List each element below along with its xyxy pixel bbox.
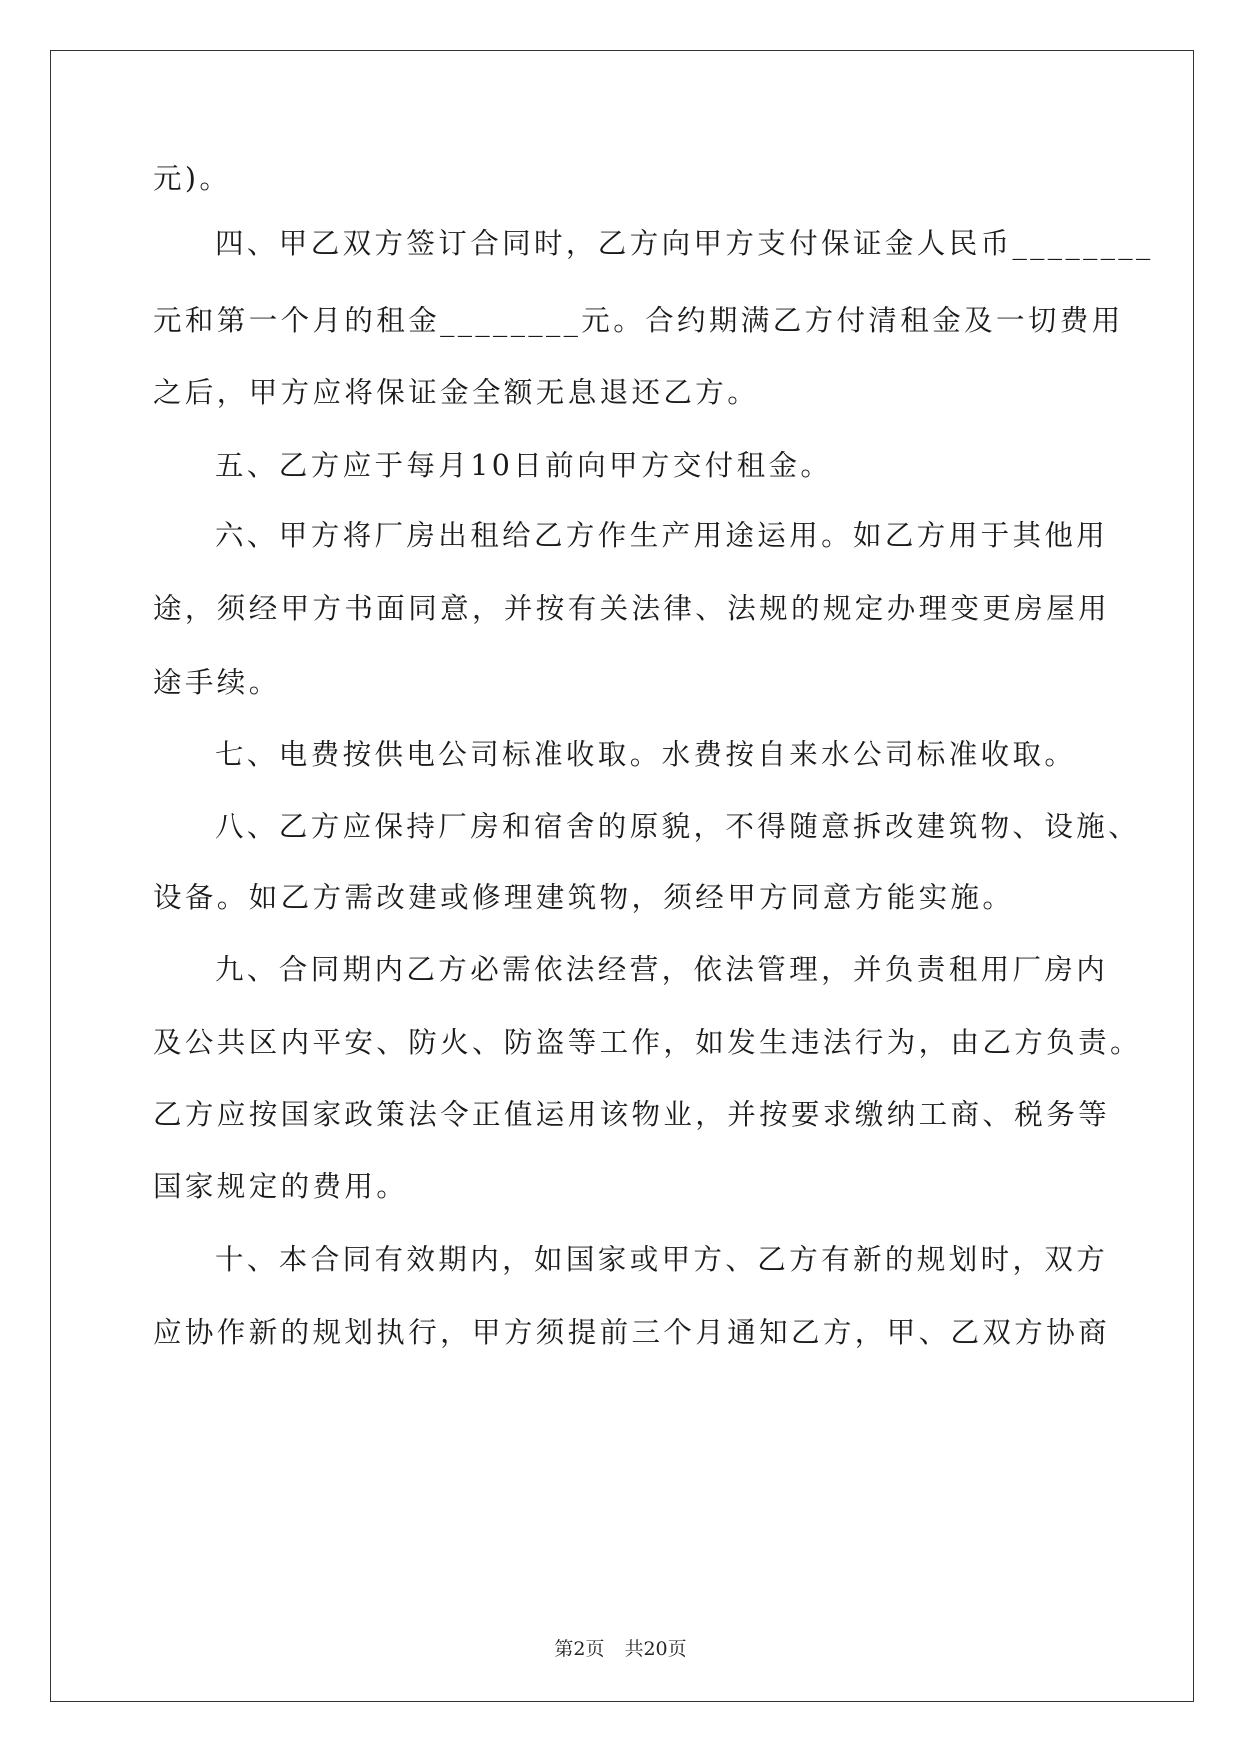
page-total: 共20页 — [624, 1638, 687, 1660]
text-line: 设备。如乙方需改建或修理建筑物，须经甲方同意方能实施。 — [153, 881, 1015, 914]
text-line: 途，须经甲方书面同意，并按有关法律、法规的规定办理变更房屋用 — [153, 592, 1111, 625]
text-line: 元和第一个月的租金________元。合约期满乙方付清租金及一切费用 — [153, 304, 1124, 337]
page-footer — [0, 1634, 1241, 1661]
text-line: 之后，甲方应将保证金全额无息退还乙方。 — [153, 376, 760, 409]
text-line: 国家规定的费用。 — [153, 1170, 409, 1203]
page-number: 第2页 — [554, 1638, 605, 1660]
text-line: 七、电费按供电公司标准收取。水费按自来水公司标准收取。 — [215, 738, 1077, 771]
text-line: 元)。 — [153, 162, 232, 195]
text-line: 八、乙方应保持厂房和宿舍的原貌，不得随意拆改建筑物、设施、 — [215, 810, 1141, 843]
text-line: 五、乙方应于每月10日前向甲方交付租金。 — [215, 449, 833, 482]
text-line: 四、甲乙双方签订合同时，乙方向甲方支付保证金人民币________ — [215, 227, 1154, 260]
text-line: 及公共区内平安、防火、防盗等工作，如发生违法行为，由乙方负责。 — [153, 1026, 1142, 1059]
page-border — [50, 50, 1194, 1702]
text-line: 乙方应按国家政策法令正值运用该物业，并按要求缴纳工商、税务等 — [153, 1098, 1111, 1131]
text-line: 途手续。 — [153, 666, 281, 699]
text-line: 六、甲方将厂房出租给乙方作生产用途运用。如乙方用于其他用 — [215, 519, 1109, 552]
text-line: 十、本合同有效期内，如国家或甲方、乙方有新的规划时，双方 — [215, 1243, 1109, 1276]
text-line: 应协作新的规划执行，甲方须提前三个月通知乙方，甲、乙双方协商 — [153, 1316, 1111, 1349]
text-line: 九、合同期内乙方必需依法经营，依法管理，并负责租用厂房内 — [215, 953, 1109, 986]
